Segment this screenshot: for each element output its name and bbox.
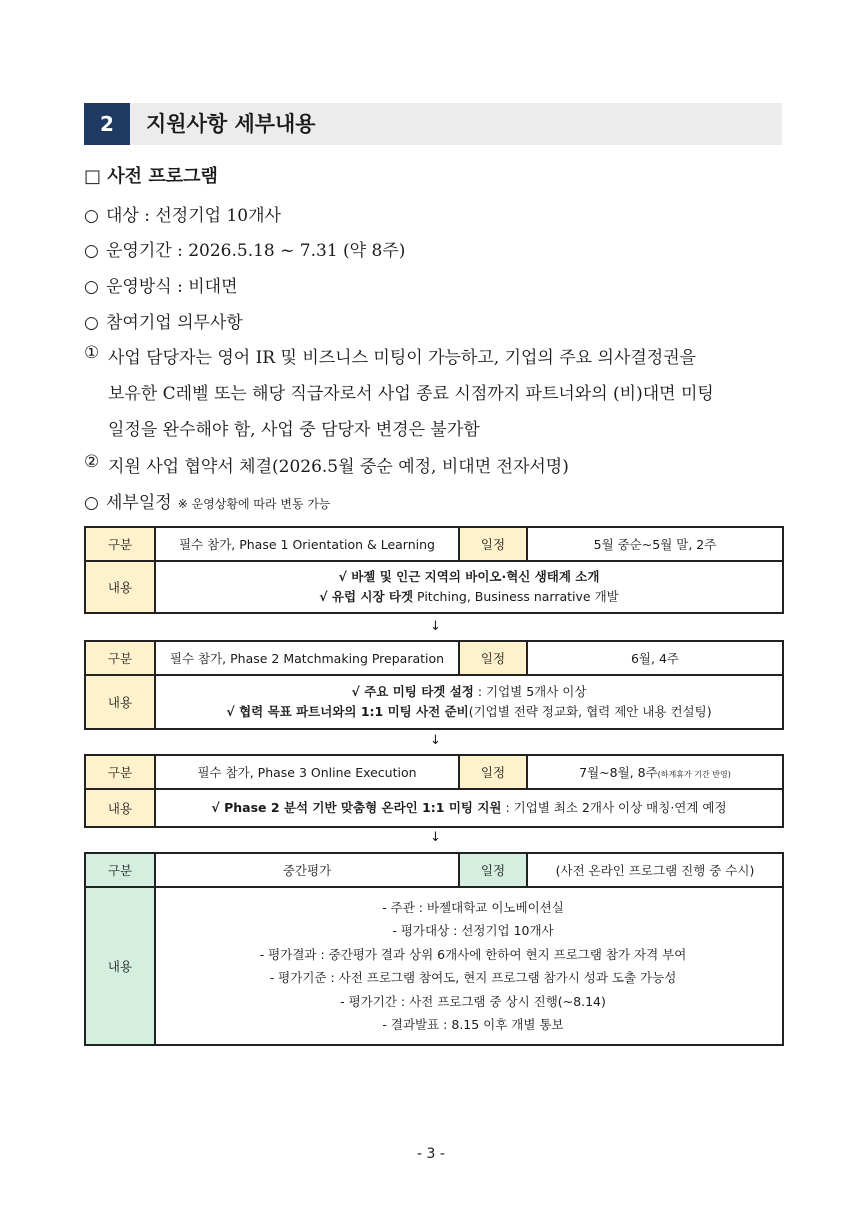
content-rest: Pitching, Business narrative 개발 (413, 589, 619, 604)
content-line (156, 567, 782, 587)
obligation-1-line: 일정을 완수해야 함, 사업 중 담당자 변경은 불가함 (108, 420, 480, 440)
phase-purpose: 필수 참가, Phase 1 Orientation & Learning (155, 527, 459, 561)
bullet-marker: ○ (84, 206, 99, 226)
page-number: - 3 - (417, 1146, 445, 1162)
phase-3-table (84, 754, 784, 828)
obligation-1-line: 사업 담당자는 영어 IR 및 비즈니스 미팅이 가능하고, 기업의 주요 의사결정권을 (108, 348, 697, 368)
subheading: □ 사전 프로그램 (84, 166, 218, 187)
section-header (84, 103, 782, 145)
phase-schedule-note: (하계휴가 기간 반영) (657, 770, 731, 779)
section-title: 지원사항 세부내용 (146, 112, 316, 136)
evaluation-content (155, 887, 783, 1045)
bullet-text: 참여기업 의무사항 (106, 313, 243, 333)
section-number: 2 (84, 103, 130, 145)
bullet-text: 대상 : 선정기업 10개사 (106, 206, 281, 226)
phase-content (155, 789, 783, 827)
content-rest: : 기업별 5개사 이상 (473, 684, 587, 699)
obligation-1-line: 보유한 C레벨 또는 해당 직급자로서 사업 종료 시점까지 파트너와의 (비)대면 미팅 (108, 384, 714, 404)
phase-2-table (84, 640, 784, 730)
phase-schedule-cell (527, 755, 783, 789)
category-label: 구분 (85, 755, 155, 789)
schedule-label: 일정 (459, 853, 527, 887)
evaluation-item: - 주관 : 바젤대학교 이노베이션실 (382, 899, 564, 915)
bullet-marker: ○ (84, 493, 99, 513)
category-label: 구분 (85, 853, 155, 887)
content-rest: : 기업별 최소 2개사 이상 매칭·연계 예정 (501, 800, 727, 815)
obligation-2-line: 지원 사업 협약서 체결(2026.5월 중순 예정, 비대면 전자서명) (108, 457, 569, 477)
category-label: 구분 (85, 527, 155, 561)
content-line (156, 682, 782, 702)
evaluation-item: - 결과발표 : 8.15 이후 개별 통보 (382, 1017, 564, 1032)
schedule-label: 일정 (459, 755, 527, 789)
bullet-schedule (84, 488, 331, 513)
schedule-label: 일정 (459, 527, 527, 561)
bullet-marker: ○ (84, 241, 99, 261)
bullet-text: 운영방식 : 비대면 (106, 277, 238, 297)
evaluation-table (84, 852, 784, 1046)
content-label: 내용 (85, 675, 155, 729)
flow-arrow: ↓ (430, 619, 441, 634)
content-bold: √ Phase 2 분석 기반 맞춤형 온라인 1:1 미팅 지원 (211, 800, 502, 815)
phase-purpose: 필수 참가, Phase 2 Matchmaking Preparation (155, 641, 459, 675)
bullet-text: 운영기간 : 2026.5.18 ~ 7.31 (약 8주) (106, 241, 406, 261)
bullet-obligations (84, 308, 243, 333)
bullet-marker: ○ (84, 313, 99, 333)
flow-arrow: ↓ (430, 830, 441, 845)
content-bold: √ 주요 미팅 타겟 설정 (351, 684, 474, 699)
content-rest: (기업별 전략 정교화, 협력 제안 내용 컨설팅) (468, 704, 712, 719)
evaluation-purpose: 중간평가 (155, 853, 459, 887)
content-bold: √ 협력 목표 파트너와의 1:1 미팅 사전 준비 (226, 704, 469, 719)
phase-1-table (84, 526, 784, 614)
content-bold: √ 바젤 및 인근 지역의 바이오·혁신 생태계 소개 (338, 569, 600, 584)
content-line (156, 587, 782, 607)
content-label: 내용 (85, 789, 155, 827)
phase-purpose: 필수 참가, Phase 3 Online Execution (155, 755, 459, 789)
bullet-method (84, 272, 238, 297)
evaluation-schedule: (사전 온라인 프로그램 진행 중 수시) (527, 853, 783, 887)
evaluation-item: - 평가대상 : 선정기업 10개사 (392, 923, 554, 938)
obligation-2-marker: ② (84, 452, 100, 472)
phase-content (155, 561, 783, 613)
content-line (156, 798, 782, 818)
schedule-label: 일정 (459, 641, 527, 675)
phase-content (155, 675, 783, 729)
phase-schedule: 6월, 4주 (527, 641, 783, 675)
phase-schedule: 7월~8월, 8주 (579, 765, 658, 780)
content-label: 내용 (85, 561, 155, 613)
flow-arrow: ↓ (430, 733, 441, 748)
category-label: 구분 (85, 641, 155, 675)
bullet-text: 세부일정 (106, 493, 172, 513)
bullet-target (84, 201, 281, 226)
bullet-marker: ○ (84, 277, 99, 297)
phase-schedule: 5월 중순~5월 말, 2주 (527, 527, 783, 561)
obligation-1-marker: ① (84, 343, 100, 363)
content-line (156, 702, 782, 722)
bullet-period (84, 236, 405, 261)
content-bold: √ 유럽 시장 타겟 (319, 589, 414, 604)
schedule-note: ※ 운영상황에 따라 변동 가능 (177, 497, 331, 511)
evaluation-item: - 평가결과 : 중간평가 결과 상위 6개사에 한하여 현지 프로그램 참가 자격 부여 (259, 946, 687, 962)
evaluation-item: - 평가기준 : 사전 프로그램 참여도, 현지 프로그램 참가시 성과 도출 가능성 (269, 970, 677, 985)
content-label: 내용 (85, 887, 155, 1045)
evaluation-item: - 평가기간 : 사전 프로그램 중 상시 진행(~8.14) (340, 993, 606, 1009)
